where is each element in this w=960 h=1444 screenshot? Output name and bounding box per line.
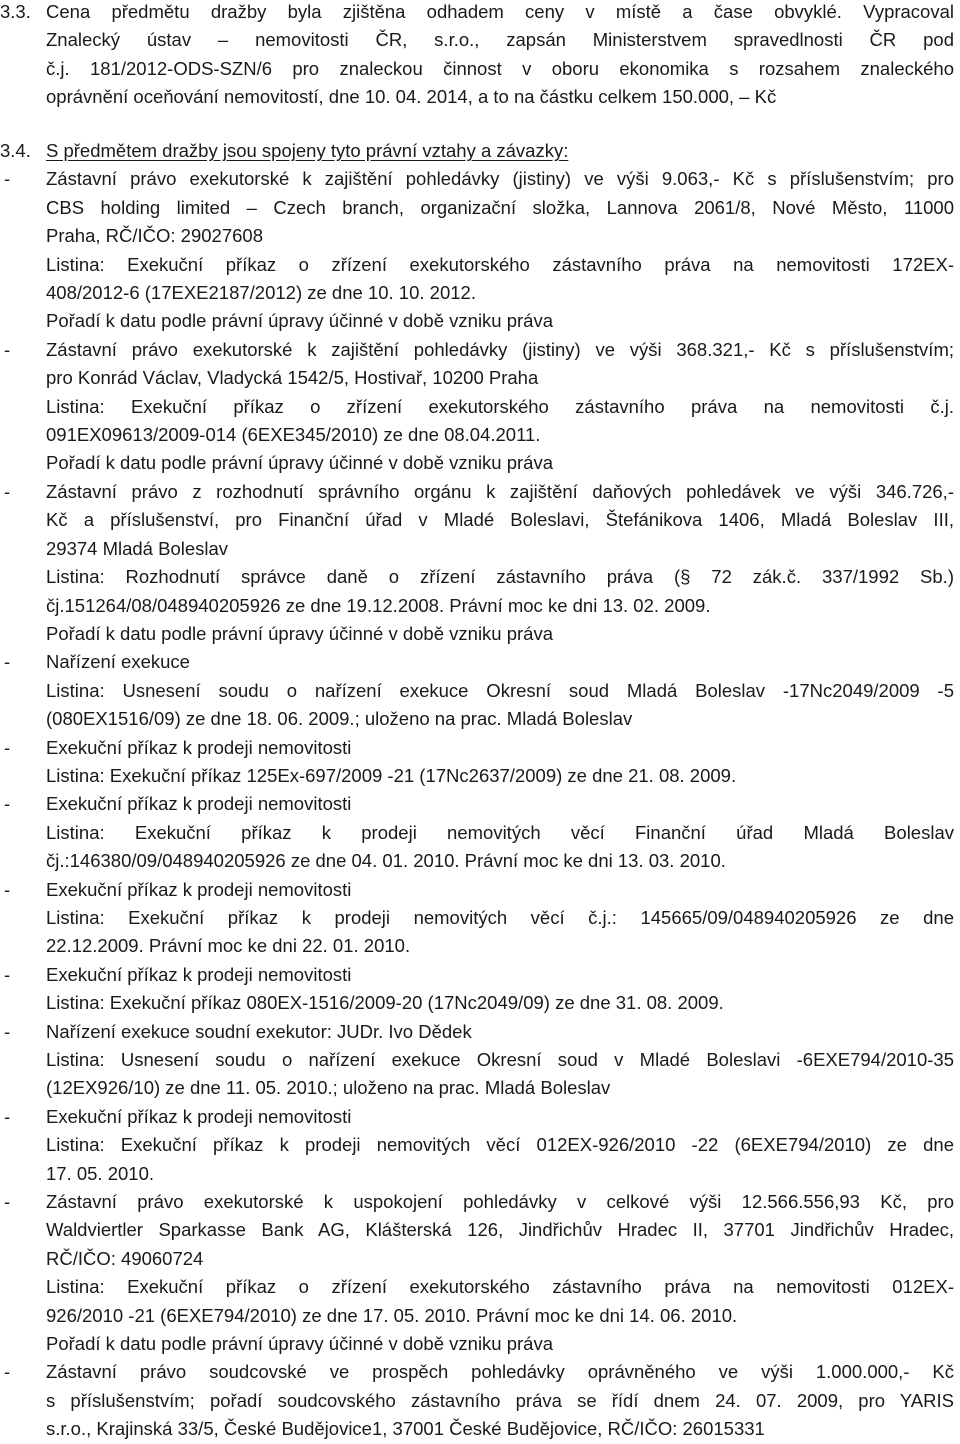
list-item-line: Praha, RČ/IČO: 29027608 — [46, 225, 263, 247]
section-number: 3.3. — [0, 1, 31, 22]
section-number: 3.4. — [0, 140, 31, 161]
list-item-line: (080EX1516/09) ze dne 18. 06. 2009.; uloženo na prac. Mladá Boleslav — [46, 708, 633, 730]
section-3-3 — [0, 0, 954, 112]
list-item-line: Pořadí k datu podle právní úpravy účinné v době vzniku práva — [46, 622, 554, 644]
list-item — [0, 1188, 954, 1358]
list-item-line: Exekuční příkaz k prodeji nemovitosti — [46, 793, 352, 815]
list-item-line: RČ/IČO: 49060724 — [46, 1247, 204, 1269]
list-item-line: Listina: Exekuční příkaz k prodeji nemovitých věcí č.j.: 145665/09/048940205926 ze dne — [46, 906, 954, 928]
list-item-line: čj.151264/08/048940205926 ze dne 19.12.2008. Právní moc ke dni 13. 02. 2009. — [46, 594, 711, 616]
section-3-3-line-3: č.j. 181/2012-ODS-SZN/6 pro znaleckou činnost v oboru ekonomika s rozsahem znaleckého — [46, 57, 954, 79]
list-item-line: Exekuční příkaz k prodeji nemovitosti — [46, 878, 352, 900]
list-item-line: čj.:146380/09/048940205926 ze dne 04. 01. 2010. Právní moc ke dni 13. 03. 2010. — [46, 850, 726, 872]
list-bullet-dash: - — [4, 168, 11, 190]
list-item — [0, 734, 954, 791]
list-bullet-dash: - — [4, 793, 11, 815]
legal-items-list — [0, 165, 954, 1443]
list-item-line: Waldviertler Sparkasse Bank AG, Klášterská 126, Jindřichův Hradec II, 37701 Jindřichův Hradec, — [46, 1219, 954, 1241]
list-item-line: Zástavní právo exekutorské k zajištění pohledávky (jistiny) ve výši 9.063,- Kč s příslušenstvím; pro — [46, 168, 954, 190]
section-heading — [0, 137, 954, 165]
list-bullet-dash: - — [4, 480, 11, 502]
list-item-line: pro Konrád Václav, Vladycká 1542/5, Hostivař, 10200 Praha — [46, 367, 539, 389]
list-item-line: Zástavní právo z rozhodnutí správního orgánu k zajištění daňových pohledávek ve výši 346.726,- — [46, 480, 954, 502]
list-bullet-dash: - — [4, 878, 11, 900]
list-item-line: 408/2012-6 (17EXE2187/2012) ze dne 10. 10. 2012. — [46, 282, 476, 304]
list-item-line: Listina: Exekuční příkaz o zřízení exekutorského zástavního práva na nemovitosti 012EX- — [46, 1276, 954, 1298]
list-bullet-dash: - — [4, 1361, 11, 1383]
list-item-line: Exekuční příkaz k prodeji nemovitosti — [46, 736, 352, 758]
list-bullet-dash: - — [4, 1191, 11, 1213]
list-item — [0, 961, 954, 1018]
list-item-line: Exekuční příkaz k prodeji nemovitosti — [46, 1105, 352, 1127]
list-item-line: Listina: Rozhodnutí správce daně o zřízení zástavního práva (§ 72 zák.č. 337/1992 Sb.) — [46, 566, 954, 588]
list-item-line: Kč a příslušenství, pro Finanční úřad v Mladé Boleslavi, Štefánikova 1406, Mladá Boleslav III, — [46, 509, 954, 531]
list-item-line: CBS holding limited – Czech branch, organizační složka, Lannova 2061/8, Nové Město, 11000 — [46, 196, 954, 218]
list-item — [0, 336, 954, 478]
list-item-line: Listina: Exekuční příkaz o zřízení exekutorského zástavního práva na nemovitosti 172EX- — [46, 253, 954, 275]
list-item-line: s.r.o., Krajinská 33/5, České Budějovice1, 37001 České Budějovice, RČ/IČO: 26015331 — [46, 1418, 765, 1440]
list-item — [0, 648, 954, 733]
list-item-line: Pořadí k datu podle právní úpravy účinné v době vzniku práva — [46, 452, 554, 474]
list-item-line: 926/2010 -21 (6EXE794/2010) ze dne 17. 05. 2010. Právní moc ke dni 14. 06. 2010. — [46, 1304, 738, 1326]
list-item — [0, 1018, 954, 1103]
list-item-line: 29374 Mladá Boleslav — [46, 537, 229, 559]
list-item-line: Nařízení exekuce — [46, 651, 190, 673]
list-item — [0, 790, 954, 875]
list-item-line: Zástavní právo exekutorské k uspokojení pohledávky v celkové výši 12.566.556,93 Kč, pro — [46, 1191, 954, 1213]
list-item — [0, 1103, 954, 1188]
list-bullet-dash: - — [4, 1105, 11, 1127]
list-item-line: Listina: Exekuční příkaz o zřízení exekutorského zástavního práva na nemovitosti č.j. — [46, 395, 954, 417]
list-bullet-dash: - — [4, 651, 11, 673]
list-bullet-dash: - — [4, 963, 11, 985]
list-item-line: Listina: Exekuční příkaz k prodeji nemovitých věcí 012EX-926/2010 -22 (6EXE794/2010) ze dne — [46, 1134, 954, 1156]
list-item — [0, 1358, 954, 1443]
list-bullet-dash: - — [4, 338, 11, 360]
list-item-line: 17. 05. 2010. — [46, 1162, 155, 1184]
list-item-line: Zástavní právo soudcovské ve prospěch pohledávky oprávněného ve výši 1.000.000,- Kč — [46, 1361, 954, 1383]
list-item — [0, 165, 954, 335]
list-item-line: Listina: Exekuční příkaz 080EX-1516/2009-20 (17Nc2049/09) ze dne 31. 08. 2009. — [46, 992, 724, 1014]
list-item-line: Exekuční příkaz k prodeji nemovitosti — [46, 963, 352, 985]
list-item-line: Pořadí k datu podle právní úpravy účinné v době vzniku práva — [46, 310, 554, 332]
list-item-line: Listina: Usnesení soudu o nařízení exekuce Okresní soud v Mladé Boleslavi -6EXE794/2010-35 — [46, 1049, 954, 1070]
list-item-line: 091EX09613/2009-014 (6EXE345/2010) ze dne 08.04.2011. — [46, 424, 541, 446]
list-item-line: Pořadí k datu podle právní úpravy účinné v době vzniku práva — [46, 1333, 554, 1355]
list-item-line: Listina: Exekuční příkaz 125Ex-697/2009 -21 (17Nc2637/2009) ze dne 21. 08. 2009. — [46, 764, 737, 786]
list-bullet-dash: - — [4, 736, 11, 758]
list-item-line: Listina: Usnesení soudu o nařízení exekuce Okresní soud Mladá Boleslav -17Nc2049/2009 -5 — [46, 679, 954, 701]
section-3-3-line-1: 3.3. Cena předmětu dražby byla zjištěna odhadem ceny v místě a čase obvyklé. Vypracoval — [0, 0, 954, 26]
list-bullet-dash: - — [4, 1020, 11, 1042]
section-3-3-line-4: oprávnění oceňování nemovitostí, dne 10. 04. 2014, a to na částku celkem 150.000, – Kč — [46, 86, 777, 108]
list-item-line: 22.12.2009. Právní moc ke dni 22. 01. 2010. — [46, 935, 411, 957]
section-3-4 — [0, 137, 954, 1444]
section-heading-text: S předmětem dražby jsou spojeny tyto právní vztahy a závazky: — [46, 140, 569, 161]
list-item-line: Listina: Exekuční příkaz k prodeji nemovitých věcí Finanční úřad Mladá Boleslav — [46, 821, 954, 843]
list-item-line: Zástavní právo exekutorské k zajištění pohledávky (jistiny) ve výši 368.321,- Kč s příslušenstvím; — [46, 338, 954, 360]
list-item — [0, 478, 954, 648]
section-3-3-line-2: Znalecký ústav – nemovitosti ČR, s.r.o., zapsán Ministerstvem spravedlnosti ČR pod — [46, 29, 954, 51]
list-item-line: (12EX926/10) ze dne 11. 05. 2010.; uloženo na prac. Mladá Boleslav — [46, 1077, 611, 1099]
list-item-line: Nařízení exekuce soudní exekutor: JUDr. Ivo Dědek — [46, 1020, 472, 1042]
list-item — [0, 876, 954, 961]
list-item-line: s příslušenstvím; pořadí soudcovského zástavního práva se řídí dnem 24. 07. 2009, pro YARIS — [46, 1389, 954, 1411]
